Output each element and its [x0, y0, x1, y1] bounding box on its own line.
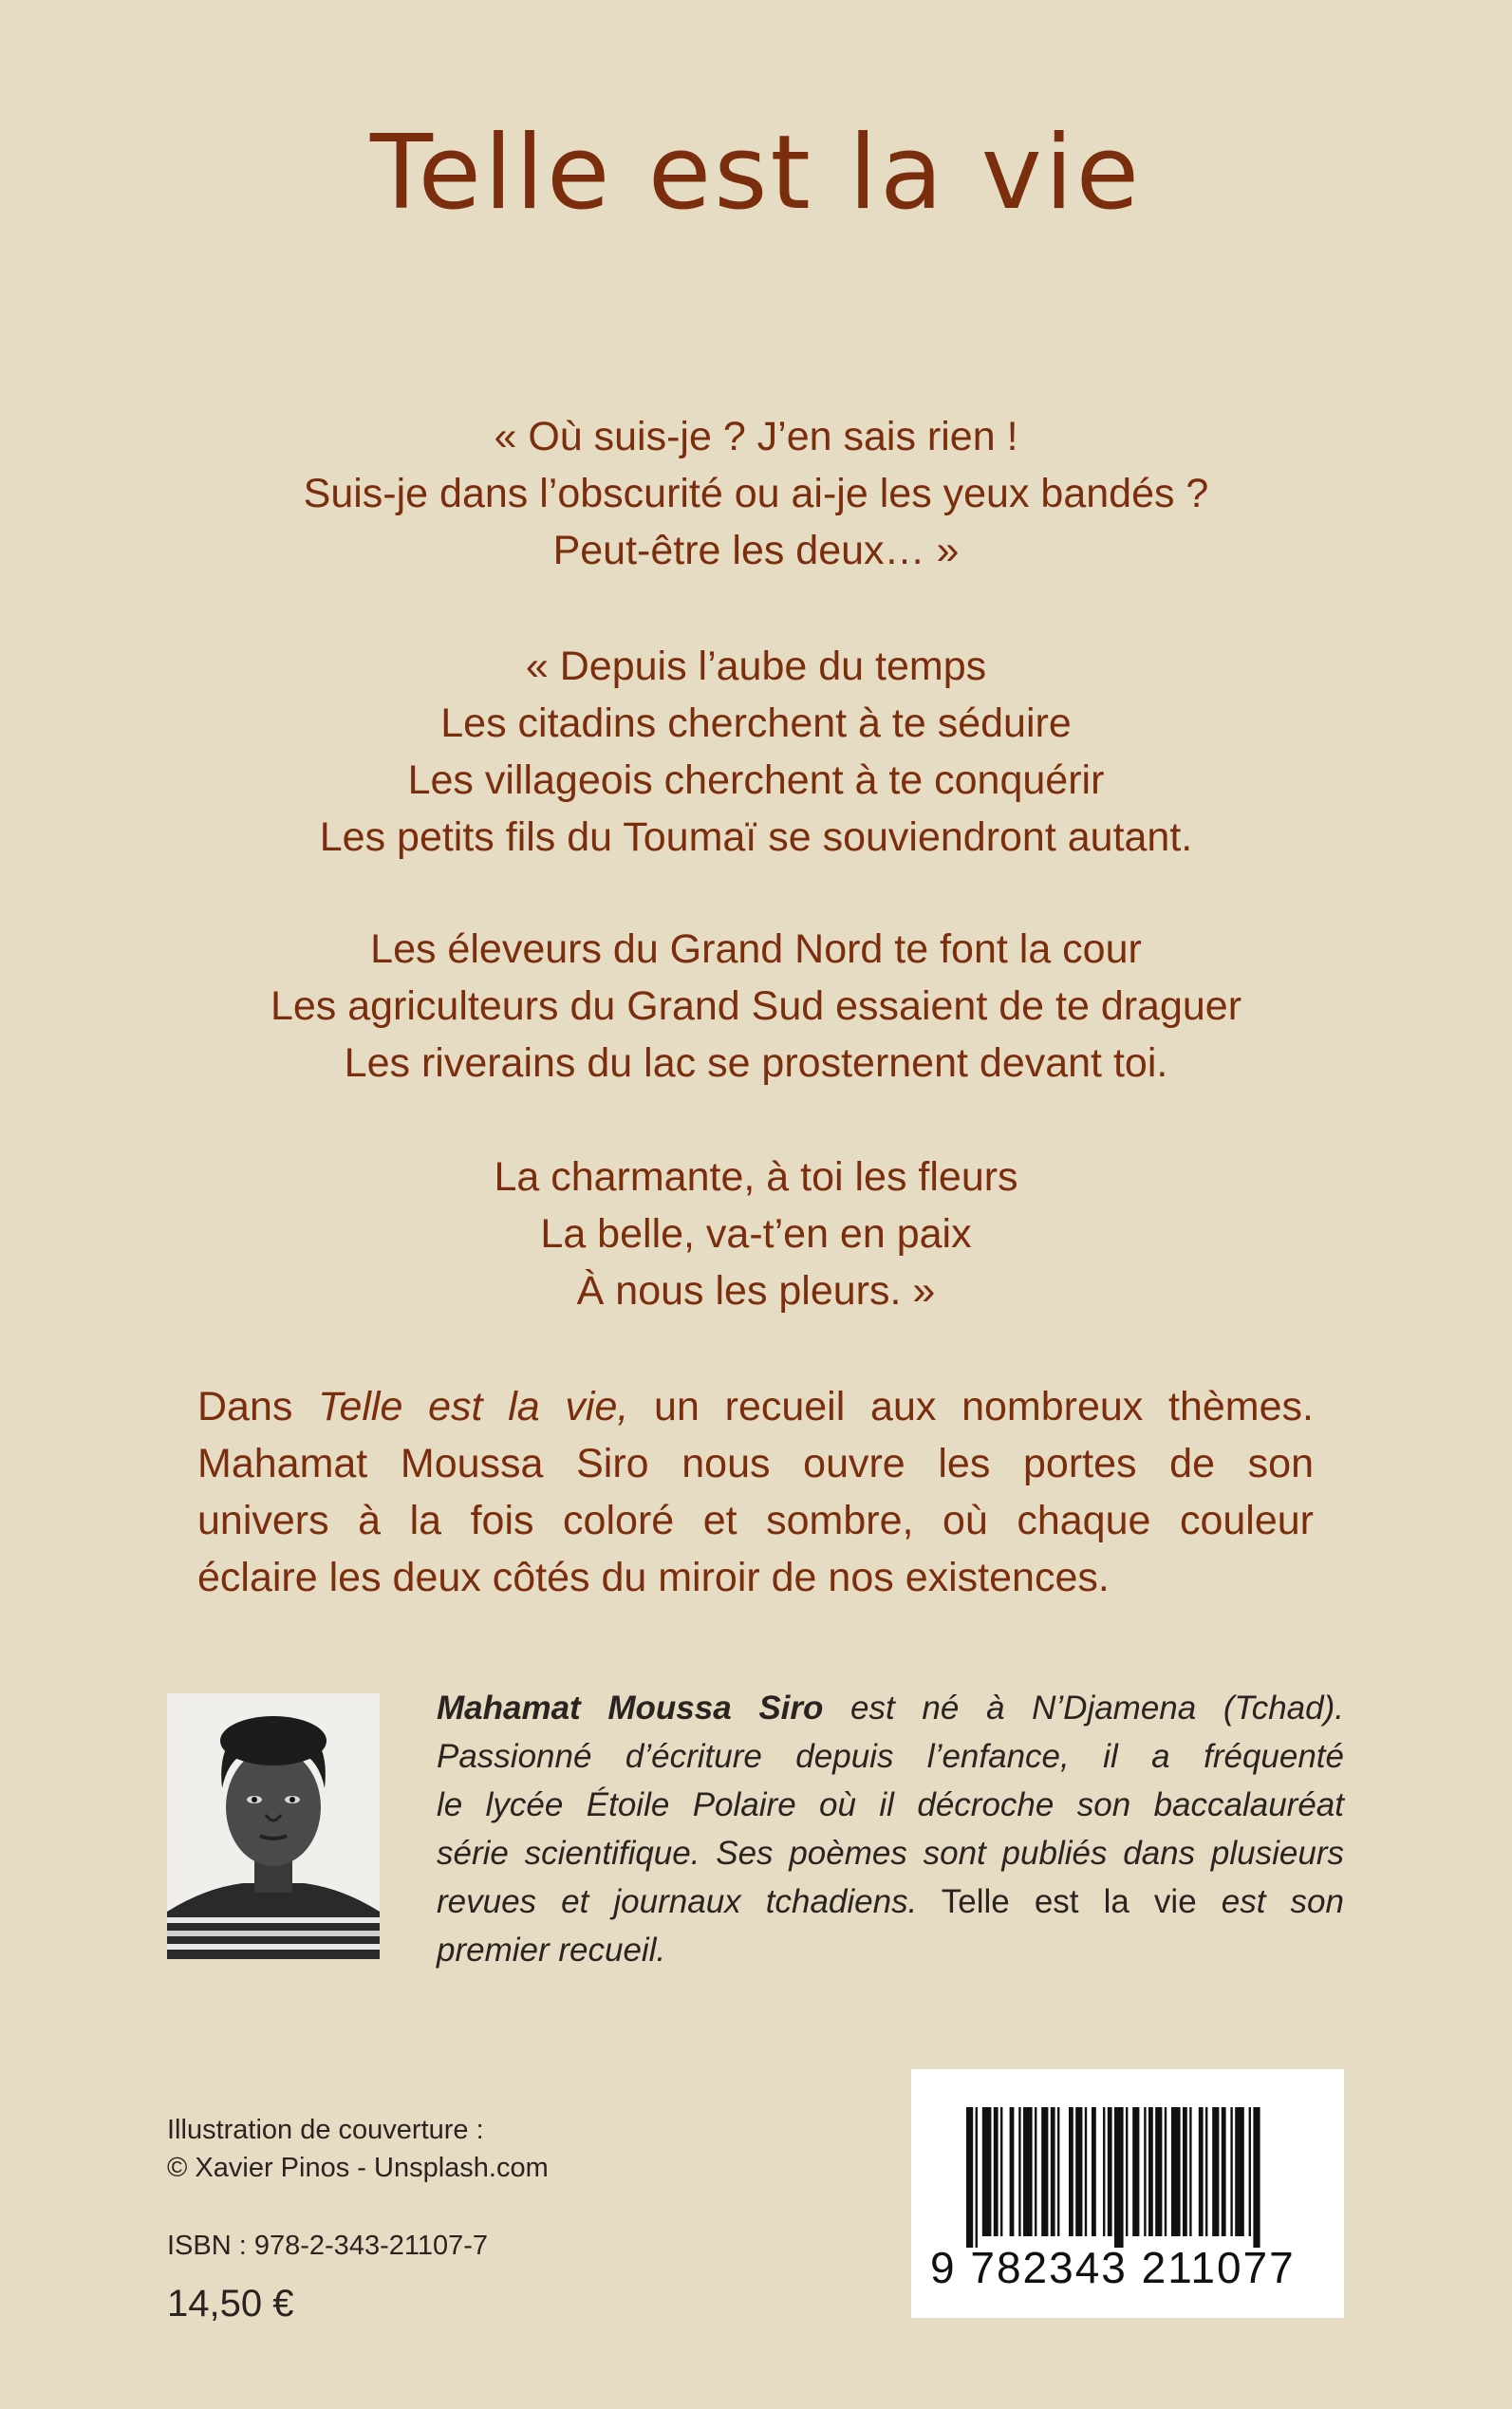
- author-photo: [167, 1693, 380, 1959]
- summary-book-title: Telle est la vie,: [318, 1384, 629, 1429]
- poem-line: Peut-être les deux… »: [552, 528, 960, 573]
- poem-line: La belle, va-t’en en paix: [540, 1211, 972, 1257]
- barcode-bar: [1023, 2107, 1033, 2236]
- poem-line: Les villageois cherchent à te conquérir: [407, 757, 1105, 803]
- barcode-bar: [1075, 2107, 1082, 2236]
- barcode-bar: [1092, 2107, 1096, 2236]
- barcode-bar: [1189, 2107, 1191, 2236]
- bio-text: revues et journaux tchadiens.: [437, 1883, 918, 1920]
- summary-prefix: Dans: [197, 1384, 319, 1429]
- barcode-bar: [1235, 2107, 1244, 2236]
- summary-line: univers à la fois coloré et sombre, où chaque couleur: [197, 1498, 1314, 1543]
- bio-book-title: Telle est la vie: [917, 1883, 1222, 1920]
- bio-author-name: Mahamat Moussa Siro: [437, 1690, 824, 1727]
- poem-stanza-2: [0, 638, 1512, 866]
- poem-line: À nous les pleurs. »: [576, 1268, 936, 1314]
- barcode-bar: [1183, 2107, 1187, 2236]
- barcode-bar: [966, 2107, 973, 2248]
- bio-line: [437, 1877, 1344, 1926]
- summary-line: Mahamat Moussa Siro nous ouvre les portes de son: [197, 1441, 1314, 1486]
- barcode: [911, 2069, 1344, 2318]
- poem-stanza-1: [0, 408, 1512, 579]
- barcode-bar: [1144, 2107, 1146, 2236]
- barcode-bar: [1126, 2107, 1128, 2236]
- barcode-bar: [1212, 2107, 1219, 2236]
- barcode-bar: [1114, 2107, 1124, 2248]
- barcode-bar: [1069, 2107, 1073, 2236]
- credit-source: © Xavier Pinos - Unsplash.com: [167, 2153, 549, 2183]
- poem-stanza-3: [0, 921, 1512, 1092]
- isbn: ISBN : 978-2-343-21107-7: [167, 2231, 489, 2261]
- author-bio: [437, 1684, 1344, 1974]
- barcode-bar: [1035, 2107, 1036, 2236]
- bio-line: premier recueil.: [437, 1932, 666, 1969]
- bio-text: est son: [1221, 1883, 1344, 1920]
- barcode-bars: [911, 2069, 1344, 2250]
- poem-line: Les riverains du lac se prosternent devant toi.: [344, 1040, 1168, 1086]
- barcode-bar: [1155, 2107, 1162, 2236]
- barcode-bar: [1041, 2107, 1048, 2236]
- poem-line: « Depuis l’aube du temps: [525, 644, 987, 689]
- bio-line: [437, 1684, 1344, 1732]
- author-portrait-illustration: [167, 1693, 380, 1959]
- barcode-bar: [982, 2107, 992, 2236]
- barcode-bar: [1165, 2107, 1167, 2236]
- barcode-bar: [1222, 2107, 1226, 2236]
- cover-credit: [167, 2111, 549, 2187]
- poem-line: « Où suis-je ? J’en sais rien !: [494, 414, 1018, 459]
- barcode-bar: [1000, 2107, 1002, 2236]
- bio-line: série scientifique. Ses poèmes sont publiés dans plusieurs: [437, 1835, 1344, 1872]
- barcode-bar: [1199, 2107, 1204, 2236]
- barcode-bar: [976, 2107, 978, 2248]
- barcode-bar: [1103, 2107, 1105, 2236]
- poem-line: La charmante, à toi les fleurs: [494, 1154, 1018, 1200]
- price: 14,50 €: [167, 2283, 294, 2325]
- barcode-bar: [1018, 2107, 1020, 2236]
- book-title: Telle est la vie: [369, 114, 1143, 233]
- summary-line: [197, 1378, 1314, 1435]
- barcode-bar: [1132, 2107, 1139, 2236]
- barcode-bar: [1057, 2107, 1059, 2236]
- bio-text: est né à N’Djamena (Tchad).: [823, 1690, 1344, 1727]
- poem-line: Les citadins cherchent à te séduire: [440, 700, 1072, 746]
- barcode-bar: [1010, 2107, 1015, 2236]
- summary-line: éclaire les deux côtés du miroir de nos existences.: [197, 1555, 1110, 1600]
- book-summary: [197, 1378, 1314, 1606]
- poem-line: Suis-je dans l’obscurité ou ai-je les yeux bandés ?: [303, 471, 1209, 516]
- barcode-digits: 9 782343 211077: [930, 2243, 1296, 2292]
- barcode-bar: [1148, 2107, 1153, 2236]
- barcode-bar: [1253, 2107, 1260, 2248]
- barcode-bar: [1171, 2107, 1181, 2236]
- barcode-bar: [994, 2107, 999, 2236]
- barcode-bar: [1051, 2107, 1055, 2236]
- summary-text: un recueil aux nombreux thèmes.: [628, 1384, 1314, 1429]
- credit-label: Illustration de couverture :: [167, 2115, 484, 2145]
- barcode-bar: [1230, 2107, 1232, 2236]
- barcode-bar: [1249, 2107, 1251, 2236]
- bio-line: Passionné d’écriture depuis l’enfance, il a fréquenté: [437, 1738, 1344, 1775]
- barcode-bar: [1205, 2107, 1207, 2236]
- barcode-bar: [1085, 2107, 1087, 2236]
- poem-line: Les éleveurs du Grand Nord te font la cour: [370, 926, 1142, 972]
- barcode-bar: [1108, 2107, 1112, 2236]
- poem-line: Les petits fils du Toumaï se souviendront autant.: [319, 814, 1193, 860]
- poem-stanza-4: [0, 1148, 1512, 1319]
- poem-line: Les agriculteurs du Grand Sud essaient de te draguer: [270, 983, 1242, 1029]
- bio-line: le lycée Étoile Polaire où il décroche son baccalauréat: [437, 1786, 1344, 1823]
